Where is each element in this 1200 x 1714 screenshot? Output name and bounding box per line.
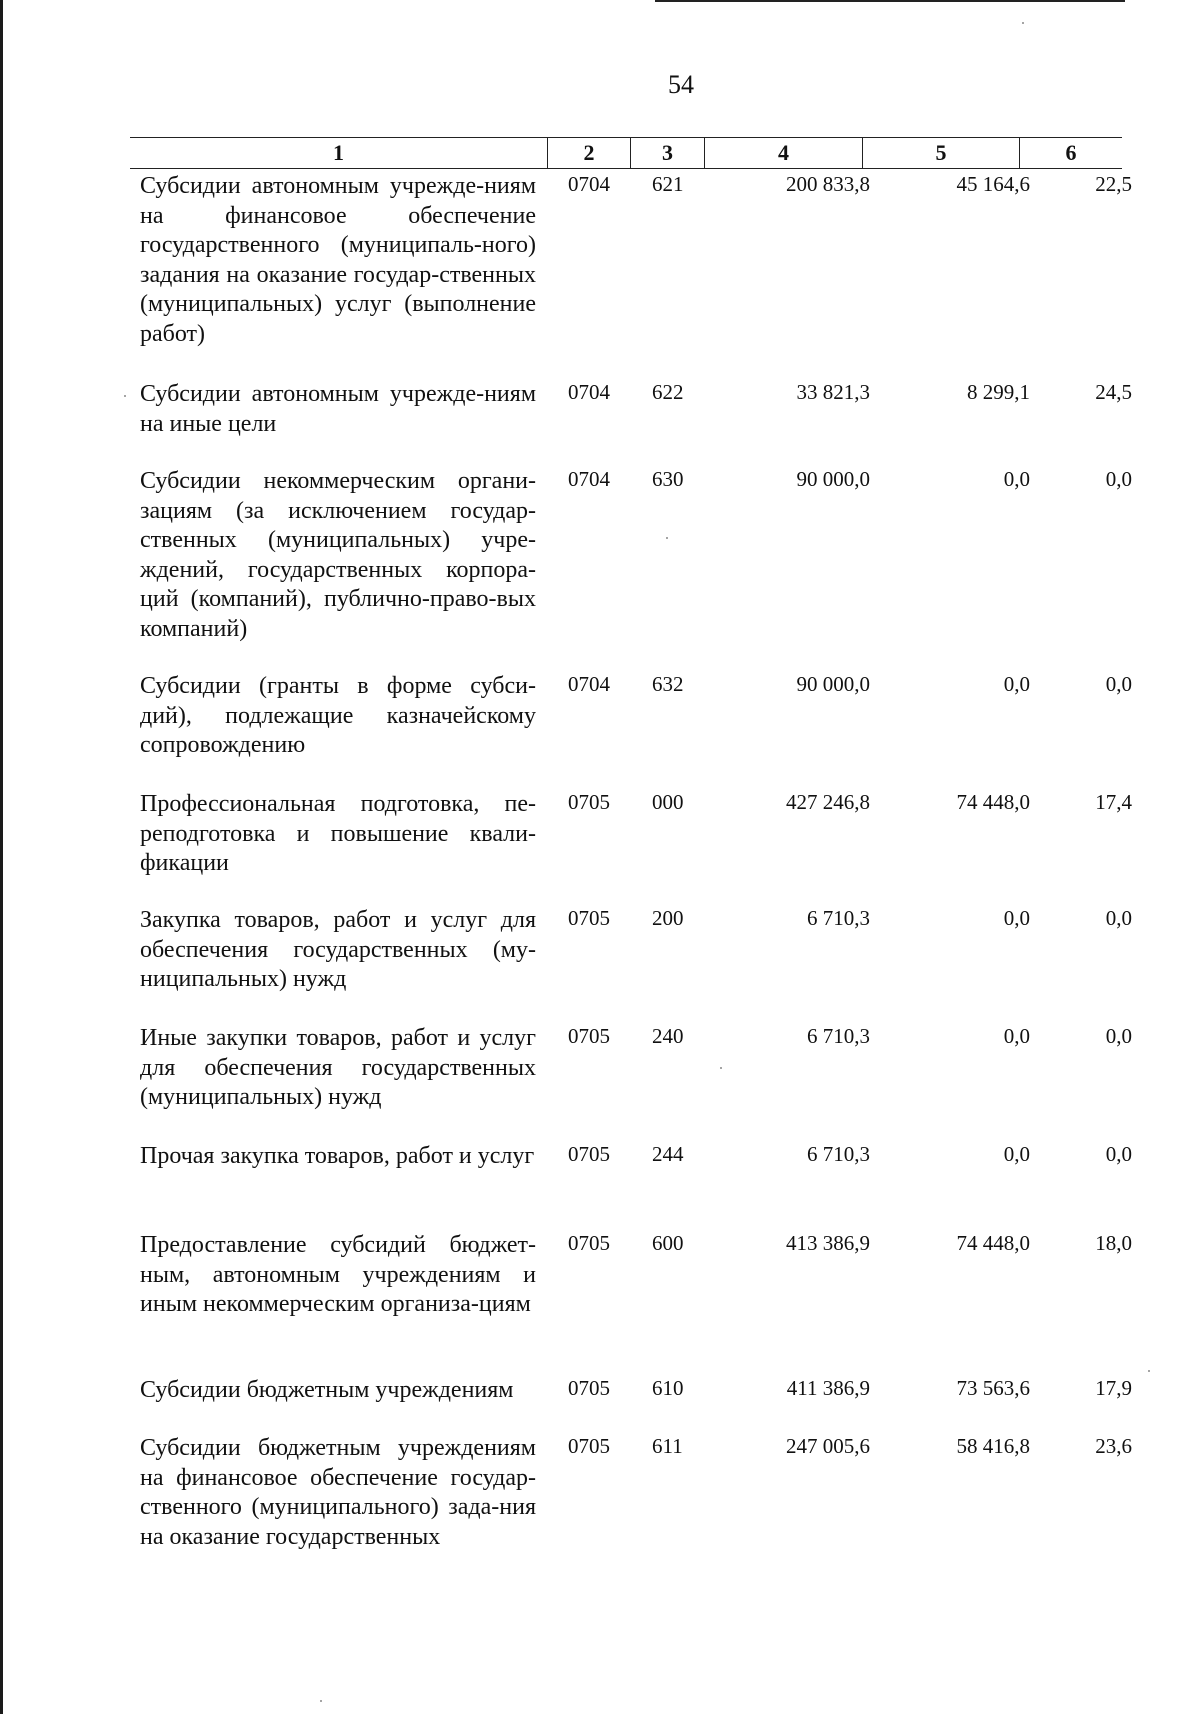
scan-speck — [720, 1067, 722, 1069]
row-expense-type: 600 — [652, 1231, 684, 1255]
row-section-code: 0705 — [568, 790, 610, 814]
scan-left-edge — [0, 0, 3, 1714]
row-expense-type: 000 — [652, 790, 684, 814]
row-percent: 0,0 — [1105, 1024, 1132, 1048]
row-expense-type: 632 — [652, 672, 684, 696]
scan-speck — [1022, 22, 1024, 24]
row-actual-amount: 74 448,0 — [956, 790, 1030, 814]
row-planned-amount: 6 710,3 — [807, 1142, 870, 1166]
row-planned-amount: 6 710,3 — [807, 1024, 870, 1048]
row-actual-amount: 0,0 — [1003, 1024, 1030, 1048]
scan-speck — [124, 395, 126, 397]
row-planned-amount: 90 000,0 — [796, 672, 870, 696]
row-expense-type: 240 — [652, 1024, 684, 1048]
row-planned-amount: 411 386,9 — [786, 1376, 870, 1400]
row-expense-type: 200 — [652, 906, 684, 930]
row-description: Прочая закупка товаров, работ и услуг — [140, 1143, 535, 1169]
scan-top-rule — [655, 0, 1125, 2]
row-section-code: 0705 — [568, 1142, 610, 1166]
scan-speck — [320, 1700, 322, 1702]
row-percent: 0,0 — [1105, 672, 1132, 696]
row-percent: 0,0 — [1105, 1142, 1132, 1166]
row-description: Субсидии бюджетным учреждениям на финансовое обеспечение государ-ственного (муниципального) зада-ния на оказание государственных — [140, 1435, 536, 1550]
row-section-code: 0704 — [568, 172, 610, 196]
row-expense-type: 621 — [652, 172, 684, 196]
row-actual-amount: 58 416,8 — [956, 1434, 1030, 1458]
row-section-code: 0704 — [568, 467, 610, 491]
row-percent: 17,4 — [1095, 790, 1132, 814]
row-description: Предоставление субсидий бюджет-ным, автономным учреждениям и иным некоммерческим организа-циям — [140, 1232, 536, 1317]
page-number-text: 54 — [668, 70, 694, 99]
header-col-6: 6 — [1065, 140, 1077, 165]
row-planned-amount: 33 821,3 — [796, 380, 870, 404]
row-description: Профессиональная подготовка, пе-реподготовка и повышение квали-фикации — [140, 791, 536, 876]
row-actual-amount: 0,0 — [1003, 1142, 1030, 1166]
row-expense-type: 610 — [652, 1376, 684, 1400]
row-section-code: 0705 — [568, 906, 610, 930]
row-description: Субсидии бюджетным учреждениям — [140, 1377, 514, 1403]
row-actual-amount: 45 164,6 — [956, 172, 1030, 196]
row-description: Закупка товаров, работ и услуг для обеспечения государственных (му-ниципальных) нужд — [140, 907, 536, 992]
row-description: Иные закупки товаров, работ и услуг для обеспечения государственных (муниципальных) нужд — [140, 1025, 536, 1110]
row-percent: 0,0 — [1105, 467, 1132, 491]
row-percent: 18,0 — [1095, 1231, 1132, 1255]
row-actual-amount: 0,0 — [1003, 467, 1030, 491]
header-col-3: 3 — [631, 138, 705, 168]
scan-speck — [1148, 1370, 1150, 1372]
row-actual-amount: 73 563,6 — [956, 1376, 1030, 1400]
row-actual-amount: 0,0 — [1003, 672, 1030, 696]
row-description: Субсидии (гранты в форме субси-дий), подлежащие казначейскому сопровождению — [140, 673, 536, 758]
table-header — [130, 137, 1122, 169]
row-percent: 17,9 — [1095, 1376, 1132, 1400]
row-expense-type: 611 — [652, 1434, 683, 1458]
row-planned-amount: 6 710,3 — [807, 906, 870, 930]
row-expense-type: 622 — [652, 380, 684, 404]
row-actual-amount: 0,0 — [1003, 906, 1030, 930]
row-section-code: 0704 — [568, 672, 610, 696]
row-planned-amount: 427 246,8 — [786, 790, 870, 814]
row-percent: 24,5 — [1095, 380, 1132, 404]
header-col-4: 4 — [705, 138, 863, 168]
row-expense-type: 244 — [652, 1142, 684, 1166]
header-col-2: 2 — [548, 138, 631, 168]
row-planned-amount: 413 386,9 — [786, 1231, 870, 1255]
row-section-code: 0705 — [568, 1434, 610, 1458]
row-planned-amount: 247 005,6 — [786, 1434, 870, 1458]
header-col-1: 1 — [130, 138, 548, 168]
row-percent: 23,6 — [1095, 1434, 1132, 1458]
row-section-code: 0705 — [568, 1024, 610, 1048]
row-section-code: 0704 — [568, 380, 610, 404]
row-description: Субсидии автономным учрежде-ниям на финансовое обеспечение государственного (муниципаль-ного) задания на оказание государ-ственных (муниципальных) услуг (выполнение работ) — [140, 173, 536, 347]
row-expense-type: 630 — [652, 467, 684, 491]
header-col-5: 5 — [863, 138, 1020, 168]
row-planned-amount: 90 000,0 — [796, 467, 870, 491]
row-description: Субсидии некоммерческим органи-зациям (за исключением государ-ственных (муниципальных) учре-ждений, государственных корпора-ций (компаний), публично-право-вых компаний) — [140, 468, 536, 642]
row-section-code: 0705 — [568, 1231, 610, 1255]
row-percent: 0,0 — [1105, 906, 1132, 930]
scan-speck — [666, 537, 668, 539]
row-percent: 22,5 — [1095, 172, 1132, 196]
row-section-code: 0705 — [568, 1376, 610, 1400]
row-actual-amount: 74 448,0 — [956, 1231, 1030, 1255]
row-actual-amount: 8 299,1 — [967, 380, 1030, 404]
row-description: Субсидии автономным учрежде-ниям на иные цели — [140, 381, 536, 437]
row-planned-amount: 200 833,8 — [786, 172, 870, 196]
